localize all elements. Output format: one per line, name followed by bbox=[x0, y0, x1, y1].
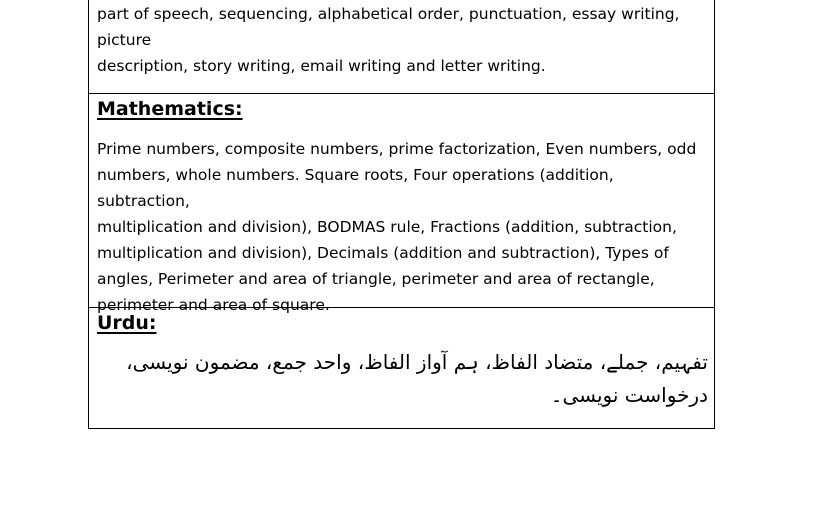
urdu-heading: Urdu: bbox=[97, 312, 157, 334]
text-line: Prime numbers, composite numbers, prime factorization, Even numbers, odd bbox=[97, 140, 697, 158]
text-line: angles, Perimeter and area of triangle, perimeter and area of rectangle, bbox=[97, 270, 655, 288]
text-line: multiplication and division), BODMAS rule, Fractions (addition, subtraction, bbox=[97, 218, 677, 236]
text-line: درخواست نویسی۔ bbox=[550, 383, 708, 407]
mathematics-topics bbox=[97, 136, 706, 318]
text-line: description, story writing, email writing and letter writing. bbox=[97, 57, 546, 75]
mathematics-section bbox=[89, 93, 714, 314]
english-section bbox=[89, 0, 714, 93]
text-line: part of speech, sequencing, alphabetical order, punctuation, essay writing, picture bbox=[97, 5, 680, 49]
text-line: numbers, whole numbers. Square roots, Four operations (addition, subtraction, bbox=[97, 166, 614, 210]
syllabus-table bbox=[88, 0, 715, 429]
english-topics bbox=[97, 0, 706, 79]
text-line: multiplication and division), Decimals (addition and subtraction), Types of bbox=[97, 244, 669, 262]
text-line: perimeter and area of square. bbox=[97, 296, 330, 314]
urdu-section bbox=[89, 307, 714, 428]
mathematics-heading: Mathematics: bbox=[97, 98, 243, 120]
urdu-topics bbox=[109, 346, 708, 412]
text-line: تفہیم، جملے، متضاد الفاظ، ہم آواز الفاظ، واحد جمع، مضمون نویسی، bbox=[126, 350, 708, 374]
